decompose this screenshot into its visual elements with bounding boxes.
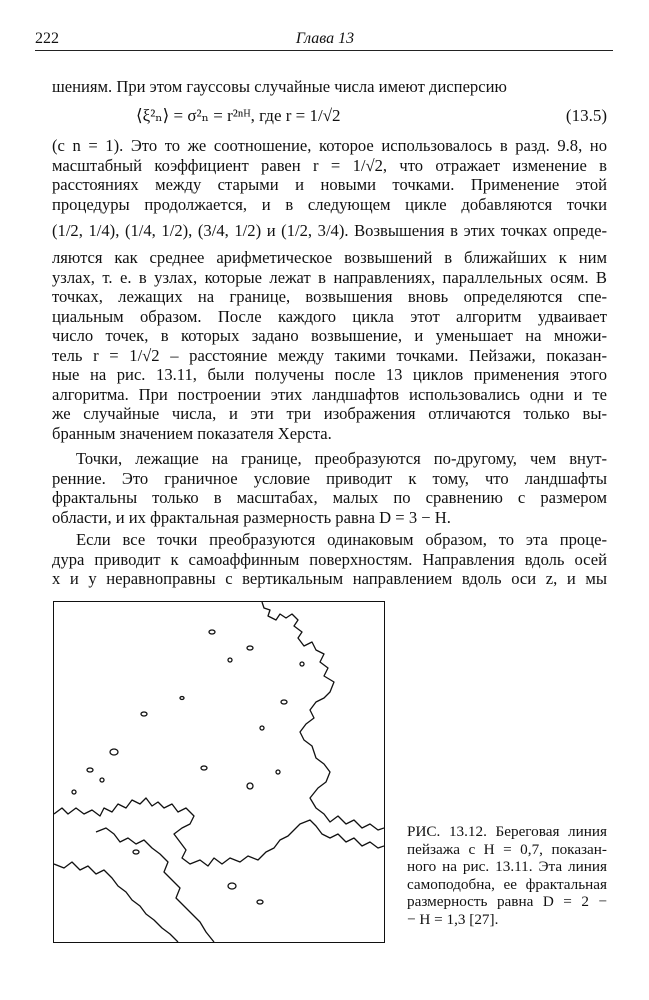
text-line: циальным образом. После каждого цикла этот алгоритм удваивает [52, 306, 607, 326]
island [276, 770, 280, 774]
paragraph-1 [52, 77, 607, 97]
island [141, 712, 147, 716]
text-line: ляются как среднее арифметическое возвышений в ближайших к ним [52, 248, 607, 267]
island [209, 630, 215, 634]
text-line: Точки, лежащие на границе, преобразуются по-другому, чем внут- [76, 449, 607, 468]
island [281, 700, 287, 704]
text-line: узлах, т. е. в узлах, которые лежат в направлениях, параллельных осям. В [52, 267, 607, 287]
paragraph-4 [52, 530, 607, 589]
coastline-northeast [262, 602, 384, 830]
text-line: точках, лежащих на границе, возвышения вновь определяются спе- [52, 287, 607, 306]
island [257, 900, 263, 904]
text-line: ренние. Это граничное условие приводит к тому, что ландшафты [52, 468, 607, 488]
page-header [35, 30, 615, 48]
island [180, 697, 184, 700]
island [300, 662, 304, 666]
text-line: процедуры продолжается, и в следующем цикле добавляются точки [52, 194, 607, 214]
caption-line: размерность равна D = 2 − [407, 893, 607, 911]
text-line: области, и их фрактальная размерность равна D = 3 − H. [52, 507, 451, 527]
island [228, 658, 232, 662]
island [247, 646, 253, 650]
island [87, 768, 93, 772]
island [72, 790, 76, 794]
island [100, 778, 104, 782]
caption-line: ного на рис. 13.11. Эта линия [407, 858, 607, 876]
equation-13-5 [52, 106, 607, 130]
text-line: расстояниях между старыми и новыми точками. Применение этой [52, 175, 607, 194]
header-rule [35, 50, 613, 51]
caption-line: РИС. 13.12. Береговая линия [407, 823, 607, 840]
text-line: фрактальны только в масштабах, малых по сравнению с размером [52, 488, 607, 507]
island [260, 726, 264, 730]
paragraph-2 [52, 136, 607, 443]
caption-line: − H = 1,3 [27]. [407, 910, 499, 928]
text-line: (с n = 1). Это то же соотношение, которое использовалось в разд. 9.8, но [52, 136, 607, 155]
caption-line: пейзажа с H = 0,7, показан- [407, 840, 607, 858]
island [228, 883, 236, 889]
text-line: x и y неравноправны с вертикальным направлением вдоль оси z, и мы [52, 569, 607, 588]
island [110, 749, 118, 755]
coastline-plot [54, 602, 384, 942]
equation-number: (13.5) [565, 106, 607, 125]
coastline-lower [54, 862, 178, 942]
page-number: 222 [35, 30, 59, 47]
caption-line: самоподобна, ее фрактальная [407, 875, 607, 893]
figure-13-12-coastline [53, 601, 385, 943]
text-line: ные на рис. 13.11, были получены после 13 циклов применения этого [52, 365, 607, 384]
paragraph-3 [52, 449, 607, 527]
text-line: (1/2, 1/4), (1/4, 1/2), (3/4, 1/2) и (1/2, 3/4). Возвышения в этих точках опреде- [52, 221, 607, 240]
text-line: число точек, в которых задано возвышение, и уменьшает на множи- [52, 326, 607, 345]
island [247, 783, 253, 789]
coastline-bay [96, 828, 214, 942]
text-line: тель r = 1/√2 – расстояние между такими точками. Пейзажи, показан- [52, 345, 607, 365]
text-line: масштабный коэффициент равен r = 1/√2, что отражает изменение в [52, 155, 607, 175]
text-line: алгоритма. При построении этих ландшафтов использовались одни и те [52, 384, 607, 404]
text-line: дура приводит к самоаффинным поверхностям. Направления вдоль осей [52, 549, 607, 569]
text-line: шениям. При этом гауссовы случайные числа имеют дисперсию [52, 77, 507, 96]
text-line: же случайные числа, и эти три изображения отличаются только вы- [52, 404, 607, 423]
text-line: Если все точки преобразуются одинаковым образом, то эта проце- [76, 530, 607, 549]
coastline-southwest [54, 798, 384, 866]
figure-caption [407, 823, 607, 929]
text-line: бранным значением показателя Херста. [52, 423, 332, 443]
running-title: Глава 13 [295, 30, 355, 47]
island [133, 850, 139, 854]
island [201, 766, 207, 770]
equation-body: ⟨ξ²ₙ⟩ = σ²ₙ = r²ⁿᴴ, где r = 1/√2 [136, 106, 341, 125]
